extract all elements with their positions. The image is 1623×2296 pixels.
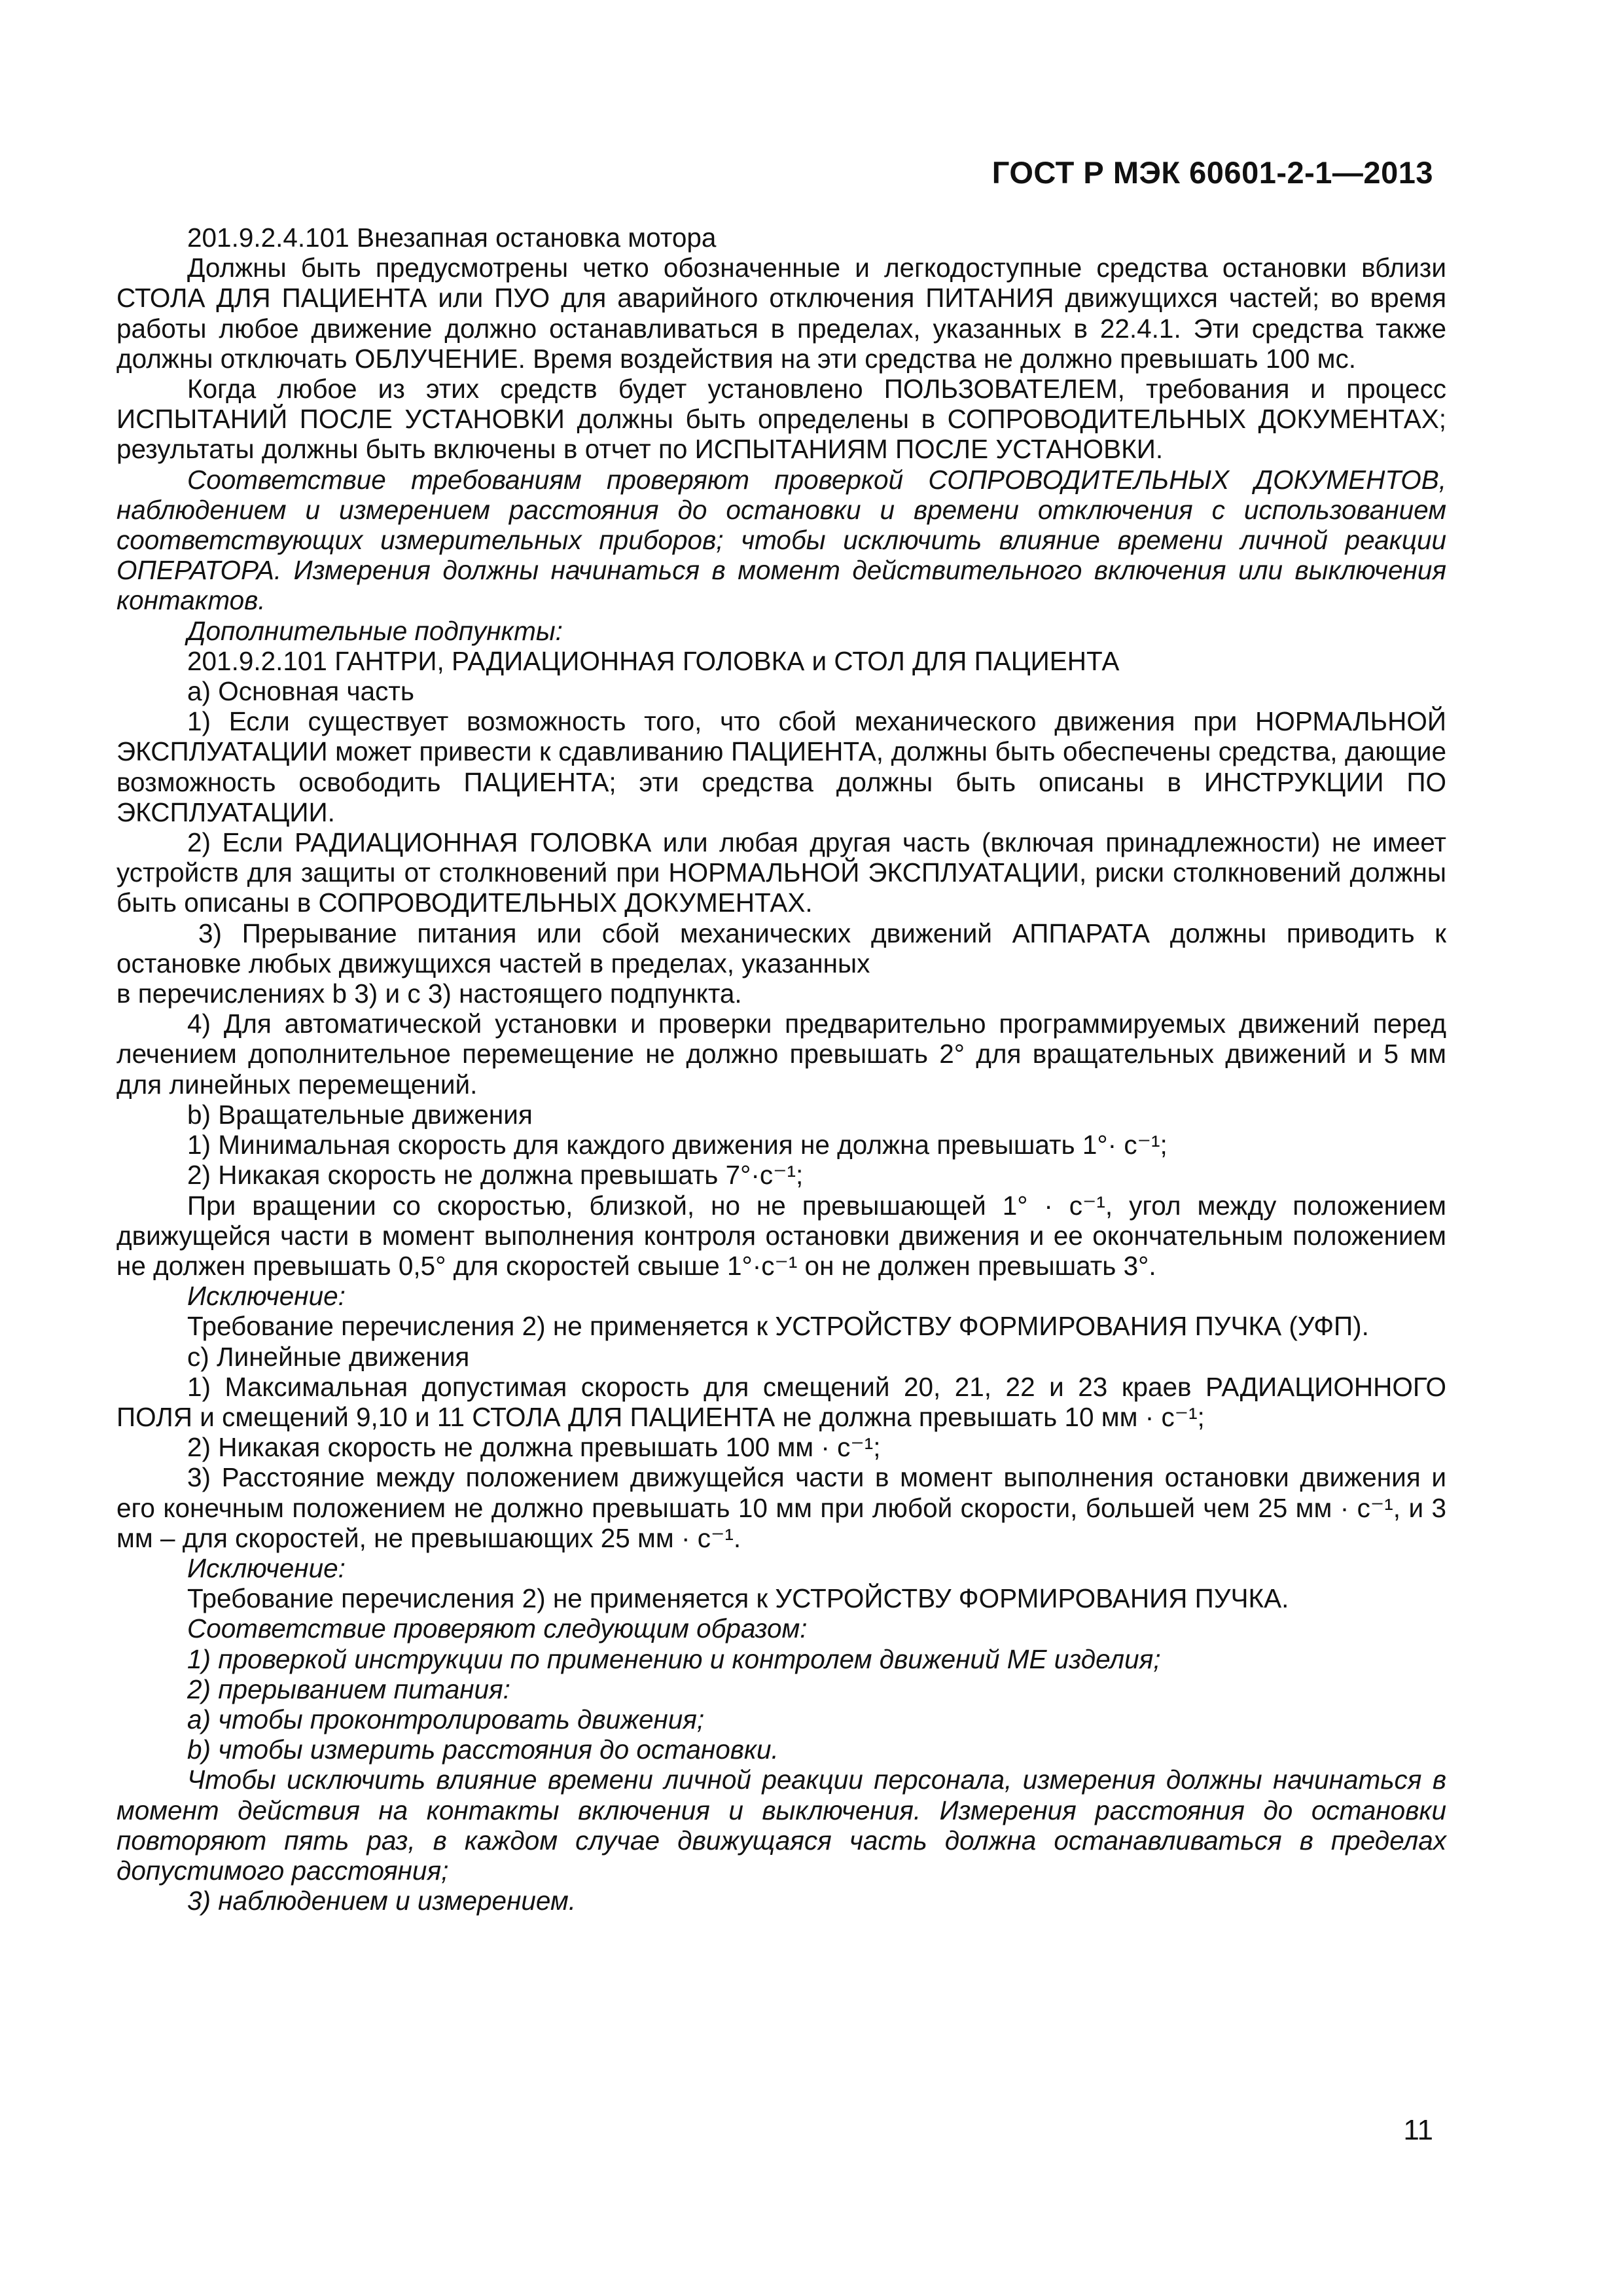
page-number: 11 <box>1403 2114 1433 2146</box>
paragraph: в перечислениях b 3) и с 3) настоящего подпункта. <box>116 978 742 1009</box>
page-header-standard-id: ГОСТ Р МЭК 60601-2-1—2013 <box>991 155 1433 190</box>
paragraph-italic: 1) проверкой инструкции по применению и контролем движений МЕ изделия; <box>187 1643 1161 1674</box>
paragraph: 1) Максимальная допустимая скорость для смещений 20, 21, 22 и 23 краев РАДИАЦИОННОГО ПОЛЯ и смещений 9,10 и 11 СТОЛА ДЛЯ ПАЦИЕНТА не должна превышать 10 мм · с⁻¹; <box>116 1371 1446 1432</box>
paragraph: 2) Если РАДИАЦИОННАЯ ГОЛОВКА или любая другая часть (включая принадлежности) не имеет устройств для защиты от столкновений при НОРМАЛЬНОЙ ЭКСПЛУАТАЦИИ, риски столкновений должны быть описаны в СОПРОВОДИТЕЛЬНЫХ ДОКУМЕНТАХ. <box>116 827 1446 918</box>
paragraph: 4) Для автоматической установки и проверки предварительно программируемых движений перед лечением дополнительное перемещение не должно превышать 2° для вращательных движений и 5 мм для линейных перемещений. <box>116 1009 1446 1100</box>
paragraph: Требование перечисления 2) не применяется к УСТРОЙСТВУ ФОРМИРОВАНИЯ ПУЧКА (УФП). <box>187 1311 1369 1342</box>
paragraph: 2) Никакая скорость не должна превышать 100 мм · с⁻¹; <box>187 1432 881 1463</box>
paragraph: 1) Минимальная скорость для каждого движения не должна превышать 1°· с⁻¹; <box>187 1130 1168 1160</box>
paragraph-italic: Чтобы исключить влияние времени личной реакции персонала, измерения должны начинаться в момент действия на контакты включения и выключения. Измерения расстояния до остановки повторяют пять раз, в каждом случае движущаяся часть должна останавливаться в пределах допустимого расстояния; <box>116 1765 1446 1886</box>
paragraph: 201.9.2.4.101 Внезапная остановка мотора <box>187 223 717 253</box>
paragraph: 1) Если существует возможность того, что сбой механического движения при НОРМАЛЬНОЙ ЭКСПЛУАТАЦИИ может привести к сдавливанию ПАЦИЕНТА, должны быть обеспечены средства, дающие возможность освободить ПАЦИЕНТА; эти средства должны быть описаны в ИНСТРУКЦИИ ПО ЭКСПЛУАТАЦИИ. <box>116 706 1446 827</box>
paragraph-italic: Соответствие проверяют следующим образом: <box>187 1613 808 1644</box>
paragraph-italic: 2) прерыванием питания: <box>187 1674 510 1704</box>
paragraph: Требование перечисления 2) не применяется к УСТРОЙСТВУ ФОРМИРОВАНИЯ ПУЧКА. <box>187 1583 1289 1614</box>
paragraph-italic: 3) наблюдением и измерением. <box>187 1886 576 1916</box>
paragraph: b) Вращательные движения <box>187 1099 533 1130</box>
document-body <box>116 223 1446 1916</box>
paragraph: с) Линейные движения <box>187 1341 470 1372</box>
paragraph-italic: Исключение: <box>187 1281 346 1312</box>
paragraph: Должны быть предусмотрены четко обозначенные и легкодоступные средства остановки вблизи СТОЛА ДЛЯ ПАЦИЕНТА или ПУО для аварийного отключения ПИТАНИЯ движущихся частей; во время работы любое движение должно останавливаться в пределах, указанных в 22.4.1. Эти средства также должны отключать ОБЛУЧЕНИЕ. Время воздействия на эти средства не должно превышать 100 мс. <box>116 253 1446 374</box>
paragraph: 2) Никакая скорость не должна превышать 7°·с⁻¹; <box>187 1160 804 1191</box>
paragraph: 201.9.2.101 ГАНТРИ, РАДИАЦИОННАЯ ГОЛОВКА и СТОЛ ДЛЯ ПАЦИЕНТА <box>187 645 1120 676</box>
paragraph-italic: Исключение: <box>187 1552 346 1583</box>
paragraph-italic: Дополнительные подпункты: <box>187 615 563 646</box>
paragraph: Когда любое из этих средств будет установлено ПОЛЬЗОВАТЕЛЕМ, требования и процесс ИСПЫТАНИЙ ПОСЛЕ УСТАНОВКИ должны быть определены в СОПРОВОДИТЕЛЬНЫХ ДОКУМЕНТАХ; результаты должны быть включены в отчет по ИСПЫТАНИЯМ ПОСЛЕ УСТАНОВКИ. <box>116 374 1446 465</box>
paragraph: 3) Расстояние между положением движущейся части в момент выполнения остановки движения и его конечным положением не должно превышать 10 мм при любой скорости, большей чем 25 мм · с⁻¹, и 3 мм – для скоростей, не превышающих 25 мм · с⁻¹. <box>116 1462 1446 1553</box>
paragraph: При вращении со скоростью, близкой, но не превышающей 1° · с⁻¹, угол между положением движущейся части в момент выполнения контроля остановки движения и ее окончательным положением не должен превышать 0,5° для скоростей свыше 1°·с⁻¹ он не должен превышать 3°. <box>116 1190 1446 1281</box>
paragraph-italic: а) чтобы проконтролировать движения; <box>187 1704 705 1734</box>
paragraph-italic: Соответствие требованиям проверяют проверкой СОПРОВОДИТЕЛЬНЫХ ДОКУМЕНТОВ, наблюдением и измерением расстояния до остановки и времени отключения с использованием соответствующих измерительных приборов; чтобы исключить влияние времени личной реакции ОПЕРАТОРА. Измерения должны начинаться в момент действительного включения или выключения контактов. <box>116 464 1446 616</box>
paragraph: a) Основная часть <box>187 676 415 707</box>
paragraph: 3) Прерывание питания или сбой механических движений АППАРАТА должны приводить к остановке любых движущихся частей в пределах, указанных <box>116 918 1446 978</box>
paragraph-italic: b) чтобы измерить расстояния до остановки. <box>187 1734 779 1765</box>
